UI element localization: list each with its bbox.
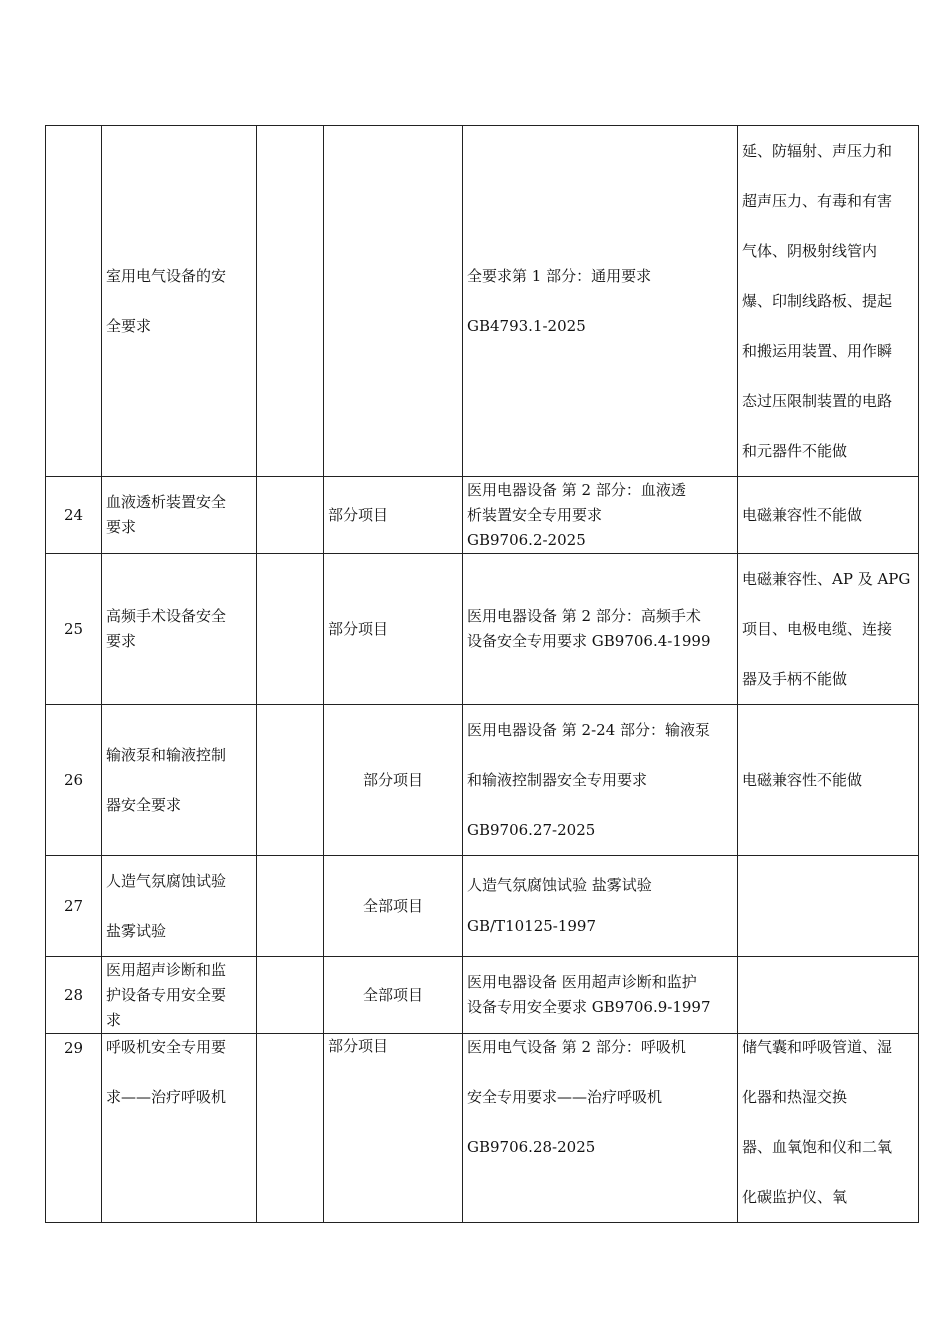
test-scope: 部分项目 bbox=[324, 705, 463, 856]
table-row bbox=[46, 1034, 919, 1223]
row-number: 27 bbox=[46, 856, 102, 957]
test-scope: 部分项目 bbox=[324, 477, 463, 554]
empty-cell bbox=[257, 477, 324, 554]
standards-table bbox=[45, 125, 919, 1223]
empty-cell bbox=[257, 126, 324, 477]
row-number: 24 bbox=[46, 477, 102, 554]
table-row bbox=[46, 126, 919, 477]
remark: 储气囊和呼吸管道、湿 化器和热湿交换 器、血氧饱和仪和二氧 化碳监护仪、氧 bbox=[738, 1034, 919, 1223]
standard-name: 高频手术设备安全 要求 bbox=[102, 554, 257, 705]
remark: 电磁兼容性不能做 bbox=[738, 477, 919, 554]
empty-cell bbox=[257, 1034, 324, 1223]
remark: 延、防辐射、声压力和 超声压力、有毒和有害 气体、阴极射线管内 爆、印制线路板、提起 和搬运用装置、用作瞬 态过压限制装置的电路 和元器件不能做 bbox=[738, 126, 919, 477]
remark: 电磁兼容性不能做 bbox=[738, 705, 919, 856]
test-scope bbox=[324, 126, 463, 477]
empty-cell bbox=[257, 554, 324, 705]
remark: 电磁兼容性、AP 及 APG 项目、电极电缆、连接 器及手柄不能做 bbox=[738, 554, 919, 705]
test-scope: 部分项目 bbox=[324, 1034, 463, 1223]
table-row bbox=[46, 554, 919, 705]
standard-name: 呼吸机安全专用要 求——治疗呼吸机 bbox=[102, 1034, 257, 1223]
row-number: 28 bbox=[46, 957, 102, 1034]
row-number bbox=[46, 126, 102, 477]
test-scope: 全部项目 bbox=[324, 856, 463, 957]
standard-reference: 医用电器设备 医用超声诊断和监护 设备专用安全要求 GB9706.9-1997 bbox=[463, 957, 738, 1034]
table-row bbox=[46, 477, 919, 554]
standard-name: 血液透析装置安全 要求 bbox=[102, 477, 257, 554]
test-scope: 部分项目 bbox=[324, 554, 463, 705]
standard-name: 人造气氛腐蚀试验 盐雾试验 bbox=[102, 856, 257, 957]
table-row bbox=[46, 957, 919, 1034]
row-number: 29 bbox=[46, 1034, 102, 1223]
standard-reference: 人造气氛腐蚀试验 盐雾试验 GB/T10125-1997 bbox=[463, 856, 738, 957]
remark bbox=[738, 957, 919, 1034]
empty-cell bbox=[257, 705, 324, 856]
standard-reference: 全要求第 1 部分：通用要求 GB4793.1-2025 bbox=[463, 126, 738, 477]
standard-name: 输液泵和输液控制 器安全要求 bbox=[102, 705, 257, 856]
row-number: 25 bbox=[46, 554, 102, 705]
standard-name: 医用超声诊断和监 护设备专用安全要 求 bbox=[102, 957, 257, 1034]
row-number: 26 bbox=[46, 705, 102, 856]
test-scope: 全部项目 bbox=[324, 957, 463, 1034]
standard-reference: 医用电器设备 第 2 部分：高频手术 设备安全专用要求 GB9706.4-1999 bbox=[463, 554, 738, 705]
standard-reference: 医用电气设备 第 2 部分：呼吸机 安全专用要求——治疗呼吸机 GB9706.28-2025 bbox=[463, 1034, 738, 1223]
table-row bbox=[46, 856, 919, 957]
empty-cell bbox=[257, 957, 324, 1034]
remark bbox=[738, 856, 919, 957]
empty-cell bbox=[257, 856, 324, 957]
standard-name: 室用电气设备的安 全要求 bbox=[102, 126, 257, 477]
standard-reference: 医用电器设备 第 2 部分：血液透 析装置安全专用要求 GB9706.2-2025 bbox=[463, 477, 738, 554]
standard-reference: 医用电器设备 第 2-24 部分：输液泵 和输液控制器安全专用要求 GB9706.27-2025 bbox=[463, 705, 738, 856]
table-row bbox=[46, 705, 919, 856]
